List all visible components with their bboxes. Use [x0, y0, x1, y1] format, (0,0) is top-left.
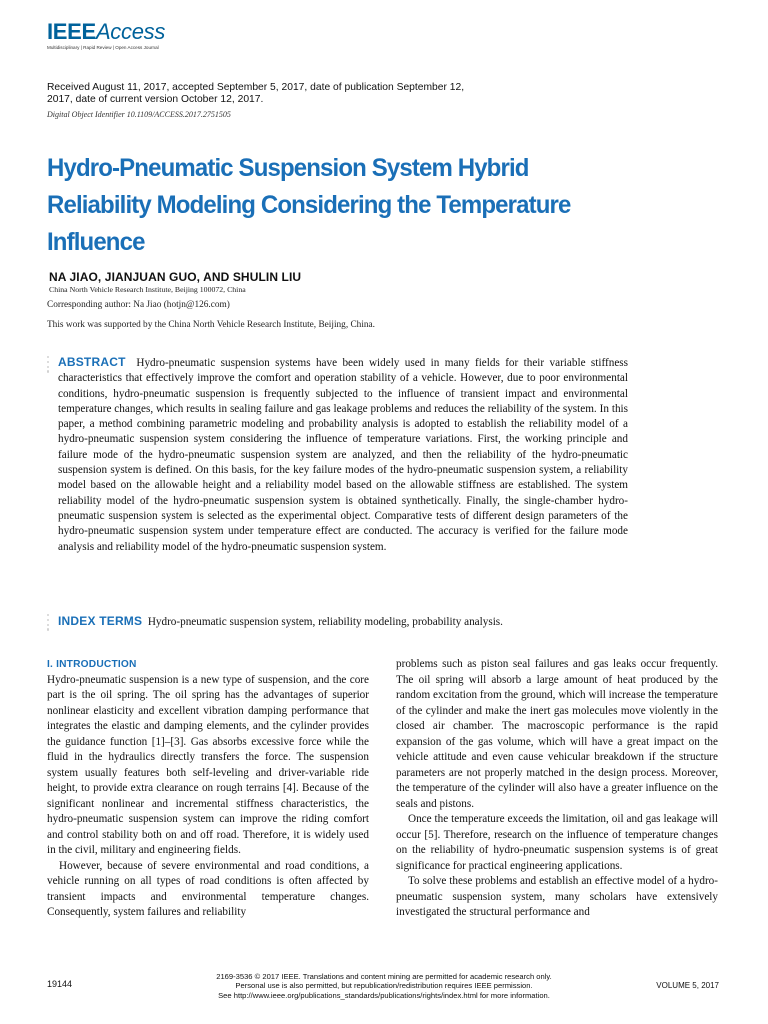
- index-terms: [58, 614, 658, 630]
- intro-paragraph-1: Hydro-pneumatic suspension is a new type of suspension, and the core part is the oil spring. The oil spring has the advantages of superior nonlinear elasticity and excellent vibration damping performance that integrates the elastic and damping elements, and the cylinder provides the guidance function [1]–[3]. Gas absorbs excessive force while the fluid in the hydraulics directly transfers the force. The suspension system usually features both self-leveling and driver-variable ride height, to provide extra clearance on rough terrains [4]. Because of the significant nonlinear and incremental stiffness characteristics, the hydro-pneumatic suspension system can improve the riding comfort and control stability both on and off road. Therefore, it is widely used in the civil, military and engineering fields.: [47, 673, 369, 856]
- journal-logo: [47, 20, 165, 50]
- corresponding-author: Corresponding author: Na Jiao (hotjn@126.com): [47, 300, 230, 310]
- index-terms-text: Hydro-pneumatic suspension system, reliability modeling, probability analysis.: [147, 616, 503, 628]
- copyright-line-3: See http://www.ieee.org/publications_standards/publications/rights/index.html for more information.: [218, 990, 550, 1000]
- copyright-line-1: 2169-3536 © 2017 IEEE. Translations and content mining are permitted for academic research only.: [216, 972, 552, 981]
- abstract-text: Hydro-pneumatic suspension systems have been widely used in many fields for their variable stiffness characteristics that effectively improve the comfort and operation stability of a vehicle. However, due to poor environmental conditions, hydro-pneumatic suspension is frequently subjected to the influence of transient impact and environmental temperature changes, which results in sealing failure and gas leakage problems and reduces the reliability of the system. In this paper, a method combining parametric modeling and probability analysis is adopted to establish the reliability model of a hydro-pneumatic suspension system considering the influence of temperature variations. First, the working principle and failure mode of the hydro-pneumatic suspension system are analyzed, and then the reliability of the hydro-pneumatic suspension system is defined. On this basis, for the key failure modes of the hydro-pneumatic suspension system, a reliability model based on the allowable height and a reliability model based on the allowable stiffness are established. The system reliability model of the hydro-pneumatic suspension system is obtained synthetically. Finally, the single-chamber hydro-pneumatic suspension system is selected as the experimental object. Comparative tests of different design parameters of the hydro-pneumatic suspension system under temperature effect are conducted. The accuracy is verified for the failure mode analysis and reliability model of the hydro-pneumatic suspension system.: [58, 357, 628, 553]
- section-heading-introduction: I. INTRODUCTION: [47, 659, 137, 670]
- page-number: 19144: [47, 979, 73, 989]
- abstract-dots-icon: [47, 356, 51, 375]
- copyright-line-2: Personal use is also permitted, but republication/redistribution requires IEEE permission.: [235, 981, 533, 991]
- index-terms-dots-icon: [47, 614, 51, 633]
- logo-ieee-text: IEEE: [47, 19, 96, 44]
- journal-wordmark: [47, 20, 165, 44]
- funding-note: This work was supported by the China North Vehicle Research Institute, Beijing, China.: [47, 320, 376, 330]
- paper-title: Hydro-Pneumatic Suspension System Hybrid Reliability Modeling Considering the Temperature Influence: [47, 154, 571, 256]
- volume-label: VOLUME 5, 2017: [656, 981, 719, 990]
- journal-tagline: Multidisciplinary | Rapid Review | Open Access Journal: [47, 45, 159, 50]
- affiliation: China North Vehicle Research Institute, Beijing 100072, China: [49, 285, 246, 294]
- index-terms-label: INDEX TERMS: [58, 614, 143, 628]
- intro-paragraph-3: problems such as piston seal failures and gas leaks occur frequently. The oil spring will absorb a large amount of heat produced by the random excitation from the ground, which will increase the temperature of the cylinder and make the inert gas molecules move violently in the closed air chamber. The macroscopic performance is the rapid expansion of the gas volume, which will have a great impact on the vehicle attitude and even cause vehicular breakdown if the structure parameters are not properly matched in the design process. Moreover, the temperature of the cylinder will also have a greater influence on the seals and pistons.: [396, 658, 718, 810]
- right-column: [396, 657, 718, 921]
- received-dates: Received August 11, 2017, accepted September 5, 2017, date of publication September 12, 2017, date of current version October 12, 2017.: [47, 82, 465, 106]
- logo-access-text: Access: [95, 19, 166, 44]
- intro-paragraph-2: However, because of severe environmental and road conditions, a vehicle running on all types of road conditions is often affected by transient impacts and environmental temperature changes. Consequently, system failures and reliability: [47, 859, 369, 918]
- intro-paragraph-5: To solve these problems and establish an effective model of a hydro-pneumatic suspension system, many scholars have extensively investigated the structural performance and: [396, 875, 718, 918]
- abstract: [58, 355, 628, 555]
- intro-paragraph-4: Once the temperature exceeds the limitation, oil and gas leakage will occur [5]. Therefore, research on the influence of temperature changes on the reliability of hydro-pneumatic suspension systems is of great significance for practical engineering applications.: [396, 813, 718, 872]
- left-column: [47, 657, 369, 921]
- abstract-label: ABSTRACT: [58, 355, 126, 369]
- author-list: NA JIAO, JIANJUAN GUO, AND SHULIN LIU: [49, 270, 302, 284]
- copyright-footer: [180, 972, 588, 1000]
- doi-line: Digital Object Identifier 10.1109/ACCESS.2017.2751505: [47, 110, 231, 119]
